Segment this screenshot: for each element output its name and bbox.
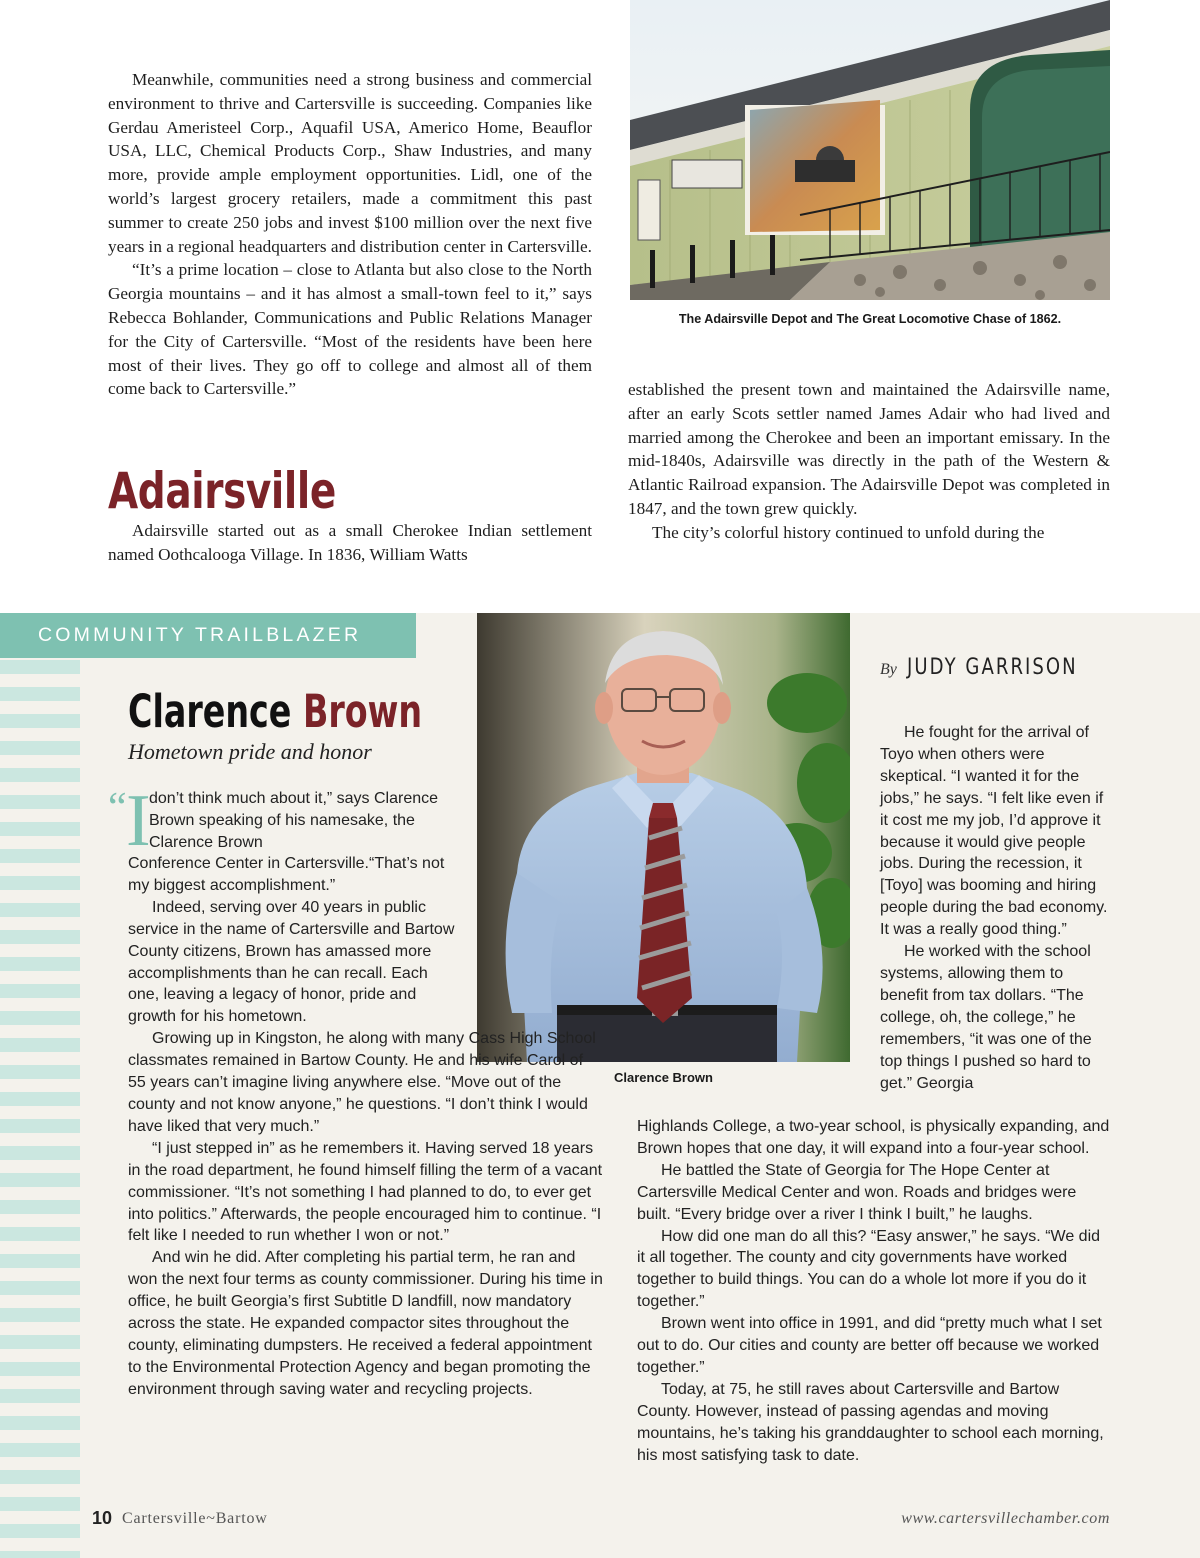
feature-paragraph: And win he did. After completing his partial term, he ran and won the next four terms as county commissioner. During his time in office, he built Georgia’s first Subtitle D landfill, now mandatory across the state. He expanded compactor sites throughout the county, eliminating dumpsters. He received a federal appointment to the Environmental Protection Agency and began promoting the environment through saving water and recycling projects. [128, 1249, 603, 1398]
feature-subtitle: Hometown pride and honor [128, 739, 372, 764]
adairsville-depot-photo [630, 0, 1110, 300]
feature-title-first: Clarence [128, 685, 292, 738]
article-paragraph: established the present town and maintained the Adairsville name, after an early Scots settler named James Adair who had lived and married among the Cherokee and been an important emissary. In the mid-1840s, Adairsville was directly in the path of the Western & Atlantic Railroad expansion. The Adairsville Depot was completed in 1847, and the town grew quickly. [628, 380, 1110, 518]
byline [880, 655, 1115, 680]
feature-paragraph: Brown went into office in 1991, and did “pretty much what I set out to do. Our cities and county are better off because we worked together.” [637, 1315, 1102, 1376]
website-link[interactable]: www.cartersvillechamber.com [901, 1510, 1110, 1527]
feature-title [128, 683, 422, 741]
publication-name: Cartersville~Bartow [122, 1510, 268, 1527]
feature-title-last: Brown [302, 685, 423, 738]
feature-paragraph: Conference Center in Cartersville.“That’s not my biggest accomplishment.” [128, 855, 445, 894]
byline-author: JUDY GARRISON [907, 655, 1079, 680]
article-paragraph: Adairsville started out as a small Cherokee Indian settlement named Oothcalooga Village. In 1836, William Watts [108, 521, 592, 564]
feature-lead [149, 788, 469, 854]
feature-paragraph: Today, at 75, he still raves about Cartersville and Bartow County. However, instead of passing agendas and moving mountains, he’s taking his granddaughter to school each morning, his most satisfying task to date. [637, 1380, 1104, 1464]
feature-column-right-top [880, 722, 1110, 1094]
article-column-left [108, 68, 592, 401]
photo-caption: The Adairsville Depot and The Great Locomotive Chase of 1862. [678, 312, 1062, 326]
feature-paragraph: He worked with the school systems, allowing them to benefit from tax dollars. “The college, oh, the college,” he remembers, “it was one of the top things I pushed so hard to get.” Georgia [880, 943, 1092, 1092]
portrait-caption: Clarence Brown [614, 1070, 713, 1085]
lead-paragraph: don’t think much about it,” says Clarence Brown speaking of his namesake, the Clarence Brown [149, 790, 439, 851]
drop-cap: I [126, 780, 151, 862]
article-column-left-lower [108, 519, 592, 567]
section-tag: COMMUNITY TRAILBLAZER [38, 624, 362, 646]
article-column-right [628, 378, 1110, 545]
feature-paragraph: Highlands College, a two-year school, is physically expanding, and Brown hopes that one day, it will expand into a four-year school. [637, 1118, 1110, 1157]
article-paragraph: “It’s a prime location – close to Atlanta but also close to the North Georgia mountains – and it has almost a small-town feel to it,” says Rebecca Bohlander, Communications and Public Relations Manager for the City of Cartersville. “Most of the residents have been here most of their lives. They go off to college and almost all of them come back to Cartersville.” [108, 260, 592, 399]
decorative-stripes [0, 660, 80, 1558]
feature-paragraph: Growing up in Kingston, he along with many Cass High School classmates remained in Bartow County. He and his wife Carol of 55 years can’t imagine living anywhere else. “Move out of the county and not know anyone,” he questions. “I don’t think I would have liked that very much.” [128, 1030, 596, 1135]
feature-paragraph: Indeed, serving over 40 years in public service in the name of Cartersville and Bartow County citizens, Brown has amassed more accomplishments than he can recall. Each one, leaving a legacy of honor, pride and growth for his hometown. [128, 898, 455, 1026]
feature-paragraph: He fought for the arrival of Toyo when others were skeptical. “I wanted it for the jobs,” he says. “I felt like even if it cost me my job, I’d approve it because it would give people jobs. During the recession, it [Toyo] was booming and hiring people during the bad economy. It was a really good thing.” [880, 724, 1108, 939]
section-heading-adairsville: Adairsville [108, 462, 336, 520]
feature-column-left [128, 853, 603, 1401]
byline-prefix: By [880, 661, 897, 678]
article-paragraph: Meanwhile, communities need a strong business and commercial environment to thrive and Cartersville is succeeding. Companies like Gerdau Ameristeel Corp., Aquafil USA, Americo Home, Beauflor USA, LLC, Chemical Products Corp., Shaw Industries, and many more, provide ample employment opportunities. Lidl, one of the world’s largest grocery retailers, made a commitment this past summer to create 250 jobs and invest $100 million over the next five years in a regional headquarters and distribution center in Cartersville. [108, 70, 592, 256]
open-quote-mark: “ [108, 785, 127, 831]
feature-paragraph: He battled the State of Georgia for The Hope Center at Cartersville Medical Center and won. Roads and bridges were built. “Every bridge over a river I think I built,” he laughs. [637, 1161, 1077, 1223]
article-paragraph: The city’s colorful history continued to unfold during the [652, 522, 1045, 542]
page-number: 10 [92, 1508, 113, 1528]
feature-column-right-bottom [637, 1116, 1112, 1467]
feature-paragraph: “I just stepped in” as he remembers it. Having served 18 years in the road department, he found himself filling the term of a vacant commissioner. “It’s not something I had planned to do, to ever get into politics.” Afterwards, the people encouraged him to continue. “I felt like I needed to run whether I won or not.” [128, 1139, 603, 1245]
feature-paragraph: How did one man do all this? “Easy answer,” he says. “We did it all together. The county and city governments have worked together to build things. You can do a whole lot more if you do it together.” [637, 1227, 1101, 1311]
